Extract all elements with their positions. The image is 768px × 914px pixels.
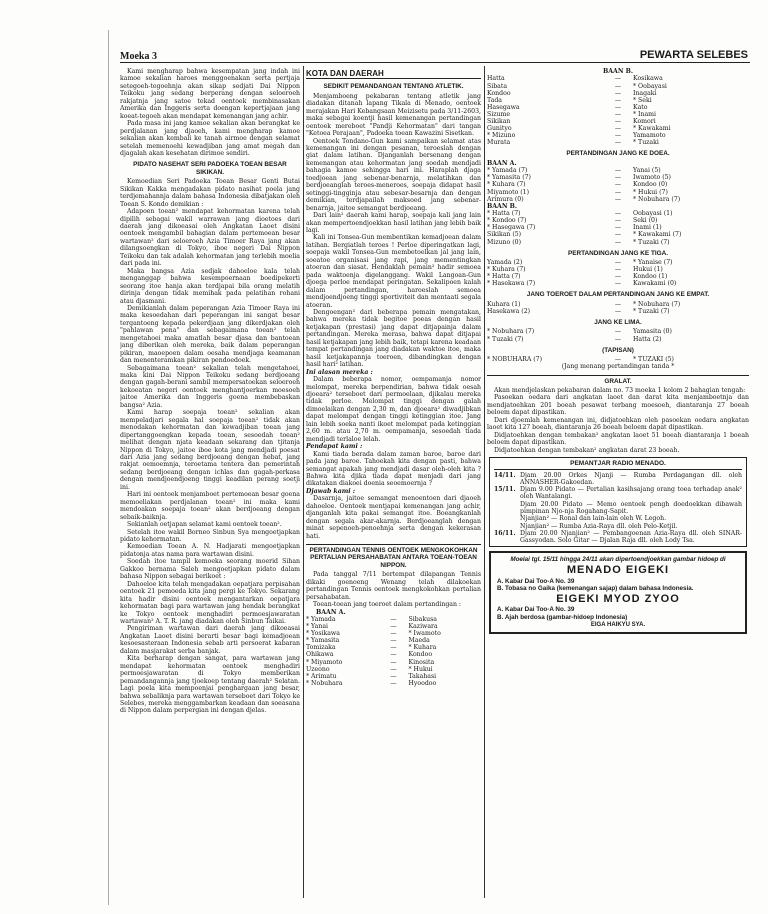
- tennis-roster: [306, 616, 481, 687]
- match-row: * Yanai — Kaziwara: [306, 623, 481, 630]
- player-left: Arimura (0): [487, 195, 524, 203]
- paragraph: Sebagaimana toean² sekalian telah mengetahoei, maka kini Dai Nippon Teikoku sedang berdjoeang dengan gagah-berani sambil mempersatoekan seloeroeh kekoeatan negeri oentoek menghantjoerkan moesoeh jaitoe Amerika dan Inggeris goena membebaskan bangsa² Azia.: [120, 364, 300, 409]
- player-right: * Tuzaki (7): [633, 238, 670, 246]
- player-right: Hyoodoo: [408, 679, 437, 687]
- match-row: * Yamasita — Maeda: [306, 637, 481, 644]
- match-row: Uzeono — * Hukui: [306, 666, 481, 673]
- paragraph: Didjatoehkan dengan tembakan² angkatan darat 23 boeah.: [494, 446, 680, 454]
- round-heading: JANG TOEROET DALAM PERTANDINGAN JANG KE EMPAT.: [526, 291, 710, 299]
- match-row: * Miyamoto — Kinosita: [306, 659, 481, 666]
- match-row: * Kondoo (7) — Seki (0): [487, 217, 749, 224]
- paragraph: Setelah itoe wakil Borneo Sinbun Sya mengoetjapkan pidato kehormatan.: [120, 528, 300, 543]
- match-list: [487, 259, 749, 287]
- match-row: * Kuhara (7) — Kondoo (0): [487, 181, 749, 188]
- cinema-name: EIGEKI MYOD ZYOO: [556, 592, 680, 605]
- match-row: * Yamada (7) — Yanai (5): [487, 167, 749, 174]
- radio-date: [494, 515, 520, 522]
- cinema-advertisement: [489, 551, 747, 634]
- player-right: Kawakami (0): [633, 280, 677, 288]
- team-label: BAAN A.: [316, 608, 346, 616]
- subheading: Djawab kami :: [306, 487, 356, 495]
- match-row: * Tuzaki (7) — Hatta (2): [487, 336, 749, 343]
- ad-item: A. Kabar Dai Too-A No. 39: [497, 606, 575, 614]
- final-match: * NOBUHARA (7) — * TUZAKI (5): [487, 356, 749, 363]
- intro-paragraphs: [120, 68, 300, 157]
- player-left: Mizuno (0): [487, 238, 522, 246]
- paragraph: Sekianlah oetjapan selamat kami oentoek toean².: [127, 521, 282, 529]
- paragraph: Menjamboeng pekabaran tentang atletik jang diadakan ditanah lapang Tikala di Menado, oentoek merajakan Hari Kebangsaan Meizisetu pada 3/11-2603, maka sebagai koentji hasil kemenangan pertandingan oentoek mereboet "Pandji Kehormatan" dari tangan "Ketoea Perajaan", Padoeka toean Kawazini Sisetkan.: [306, 92, 481, 138]
- paragraph: Hari ini oentoek menjamboet pertemoean besar goena memoeliakan perdjalanan toean² ini maka kami mendoakan soepaja toean² akan berdjoeang dengan sebaik-baiknja.: [120, 491, 300, 521]
- match-row: * Hatta (7) — Kondoo (1): [487, 273, 749, 280]
- radio-date: 15/11.: [494, 486, 516, 494]
- radio-date: [494, 501, 520, 516]
- subheading: Pendapat kami :: [306, 443, 363, 451]
- player-left: * Hasegawa (7): [487, 224, 536, 232]
- round-heading: PERTANDINGAN JANG KE TIGA.: [567, 249, 668, 257]
- article-body: [306, 571, 481, 608]
- paragraph: Demikianlah dalam peperangan Azia Timoer Raya ini maka kesoedahan dari peperangan ini sangat besar tergantoeng kepada pekerdjaan jang dikerdjakan oleh "pahlawan pena" dan sebagaimana toean² telah mengetahoei maka amatlah besar djasa dan bantoean jang diberikan oleh mereka, baik dalam peperangan pikiran, maoepoen dalam oesaha mendjaga keamanan dan menenteramkan pikiran pendoedoek.: [120, 304, 300, 365]
- player-right: Kato: [633, 103, 648, 111]
- player-left: * Tuzaki (7): [487, 335, 524, 343]
- player-right: * Nobuhara (7): [633, 300, 681, 308]
- article-body: [120, 178, 300, 715]
- player-right: Seki (0): [633, 217, 658, 225]
- ad-intro: Moelai tgl. 15/11 hingga 24/11 akan dipertoendjoekkan gambar hidoep di: [510, 556, 726, 564]
- round-heading: PERTANDINGAN JANG KE DOEA.: [566, 150, 670, 158]
- player-left: Gunityo: [487, 125, 512, 133]
- player-right: * Kawakami (7): [633, 231, 682, 239]
- player-right: Hatta (2): [633, 335, 662, 343]
- player-right: Kondoo (0): [633, 181, 668, 189]
- player-left: Sikikan: [487, 118, 511, 126]
- match-row: * Mizuno — Yamamoto: [487, 132, 749, 139]
- column-divider: [303, 66, 304, 898]
- radio-entry: [494, 523, 742, 530]
- article-body: [306, 495, 481, 540]
- paragraph: Dasarnja, jaitoe semangat menoentoen dari djaoeh dahoeloe. Oentoek mentjapai kemenangan jang achir, djanganlah kita pakai semangat itoe. Boeangkanlah dengan segala akar-akarnja. Berdjoeanglah dengan minat sepenoeh-penoehnja serta dengan kekerasan hati.: [306, 495, 481, 540]
- match-row: * Yamada — Sibakusa: [306, 616, 481, 623]
- team-label: BAAN B.: [487, 202, 518, 210]
- radio-program: Djam 9.00 Pidato — Pertalian kasihsajang orang toea terhadap anak² oleh Wantalangi.: [520, 486, 742, 501]
- radio-date: 16/11.: [494, 529, 516, 537]
- paragraph: Toean-toean jang toeroet dalam pertandingan :: [313, 601, 462, 609]
- player-left: * Yosikawa: [306, 630, 340, 638]
- cinema-name: MENADO EIGEKI: [566, 564, 670, 577]
- match-list: [487, 167, 749, 202]
- player-right: * Tuzaki (7): [633, 307, 670, 315]
- winner-note: (Jang menang pertandingan tanda *: [561, 363, 675, 371]
- player-right: Kosikawa: [633, 75, 663, 83]
- paragraph: Akan mendjelaskan pekabaran dalam no. 73 moeka 1 kolom 2 bahagian tengah:: [494, 386, 746, 394]
- round-heading: (TAPISAN): [602, 346, 634, 354]
- player-right: Takahasi: [408, 672, 437, 680]
- player-left: Tomizaka: [306, 644, 336, 652]
- article-title-atletik: SEDIKIT PEMANDANGAN TENTANG ATLETIK.: [323, 83, 464, 91]
- radio-entry: [494, 486, 742, 501]
- paragraph: Dari djoemlah kemenangan ini, didjatoehkan oleh pasoekan oedara angkatan laoet kita 127 boeah, diantaranja 26 boeah beloem dapat dipastikan.: [487, 416, 749, 432]
- article-title-pidato: PIDATO NASEHAT SERI PADOEKA TOEAN BESAR SIKIKAN.: [133, 161, 287, 176]
- paragraph: Kita berharap dengan sangat, para wartawan jang mendapat kehormatan oentoek menghadiri permoesjawaratan di Tokyo memberikan pemandangannja jang tjoekoep tentang daerah² Selatan. Lagi poela kita mempoenjai penghargaan jang besar, bahwa sebaliknja para wartawan tersebоet dari Tokyo ke Selebes, mereka menggambarkan keadaan dan soeasana di Nippon dalam perpergian ini dengan djelas.: [120, 655, 300, 715]
- match-row: * Yamasita (7) — Iwamoto (5): [487, 174, 749, 181]
- player-right: Kondoo: [408, 651, 433, 659]
- player-right: * Nobuhara (7): [633, 195, 681, 203]
- match-row: Murata — * Tuzaki: [487, 139, 749, 146]
- radio-title: PEMANTJAR RADIO MENADO.: [494, 460, 742, 469]
- player-right: Sibakusa: [408, 615, 437, 623]
- radio-program: Njanjian² — Ronal dan lain-lain oleh W. Legoh.: [520, 515, 667, 523]
- radio-program: Djam 20.00 Njanjian² — Pembangoenan Azia-Raya dll. oleh SINAR-Gassyodan. Solo Gitar — Djalan Raja dll. oleh Lody Tsa.: [520, 529, 742, 545]
- player-right: * Inami: [633, 110, 657, 118]
- match-row: * Yosikawa — * Iwamoto: [306, 630, 481, 637]
- paragraph: Kami tiada berada dalam zaman baroe, baroe dari pada jang baroe. Tahoekah kita dengan pasti, bahwa semangat apakah jang mendjadi dasar oleh-oleh kita ? Bahwa kita djika tiada dapat menjadi dari jang dikatakan diakoei doenia seoemoernja ?: [306, 450, 481, 488]
- player-left: * Nobuhara: [306, 679, 343, 687]
- player-right: * Kuhara: [408, 644, 437, 652]
- player-left: Uzeono: [306, 665, 330, 673]
- match-row: * Kuhara (7) — Hukui (1): [487, 266, 749, 273]
- player-left: * Yamada (7): [487, 167, 528, 175]
- player-right: Yamamoto: [633, 132, 666, 140]
- paragraph: Pasoekan oedara dari angkatan laoet dan darat kita menjamboetnja dan mendjatoehkan 201 boeah pesawat terbang moesoeh, diantaranja 27 boeah beloem dapat dipastikan.: [487, 394, 749, 417]
- player-left: * Yamasita (7): [487, 174, 531, 182]
- match-row: Tada — * Seki: [487, 97, 749, 104]
- radio-program: Djam 20.00 Orkes Njanji — Rumba Perdagangan dll. oleh ANNASHER-Gakoedan.: [520, 471, 742, 486]
- gralat-title: GRALAT.: [487, 375, 749, 385]
- radio-schedule: [494, 472, 742, 545]
- paragraph: Didjatoehkan dengan tembakan² angkatan laoet 51 boeah diantaranja 1 boeah beloem dapat dipastikan.: [487, 431, 749, 447]
- match-row: Kondoo — Inagaki: [487, 90, 749, 97]
- article-body: [306, 93, 481, 369]
- radio-program: Djam 20.00 Pidato — Memo oentoek pengh doedoekkan dibawah pimpinan Njo-nja Rogahang-Sapit.: [520, 500, 742, 515]
- team-label: BAAN A.: [487, 159, 517, 167]
- player-right: Yamasita (0): [633, 328, 672, 336]
- player-left: * Yanai: [306, 623, 329, 631]
- player-left: * Nobuhara (7): [487, 328, 535, 336]
- page-number: Moeka 3: [120, 51, 157, 62]
- match-row: Gunityo — * Kawakami: [487, 125, 749, 132]
- match-row: Sibata — * Oobayasi: [487, 83, 749, 90]
- player-right: * Kawakami: [633, 125, 671, 133]
- player-right: Maeda: [408, 637, 430, 645]
- player-right: Komori: [633, 118, 656, 126]
- player-left: Hasekawa (2): [487, 307, 531, 315]
- paragraph: Maka bangsa Azia sedjak dahoeloe kala telah menganggap bahwa kesempoernaan boedipekerti seorang itoe hanja akan terdjapai bila orang melatih dirinja dengan tidak memihak pada pelatihan rohani atau djasmani.: [120, 267, 300, 305]
- player-right: Oobayasi (1): [633, 210, 673, 218]
- player-right: Iwamoto (5): [633, 174, 671, 182]
- player-left: Sikikan (5): [487, 231, 522, 239]
- player-right: Yanai (5): [633, 167, 661, 175]
- team-label: BAAN B.: [602, 68, 634, 75]
- section-heading: KOTA DAN DAERAH: [306, 70, 481, 79]
- player-left: * Hatta (7): [487, 273, 521, 281]
- match-row: Miyamoto (1) — * Hukui (7): [487, 189, 749, 196]
- player-left: * Kondoo (7): [487, 217, 527, 225]
- gralat-body: [487, 387, 749, 454]
- radio-entry: [494, 530, 742, 545]
- player-left: Murata: [487, 139, 511, 147]
- paragraph: Soedah itoe tampil kemoeka seorang moerid Sihan Gakkoo bernama Saleh mengoetjapkan pidato dalam bahasa Nippon sebagai berikoet :: [120, 558, 300, 581]
- match-row: Sizume — * Inami: [487, 111, 749, 118]
- round-heading: JANG KE LIMA.: [594, 319, 642, 327]
- player-left: * Hatta (7): [487, 210, 521, 218]
- ad-footer: EIGA HAIKYU SYA.: [590, 621, 646, 628]
- player-left: Miyamoto (1): [487, 188, 530, 196]
- article-body: [306, 451, 481, 488]
- player-left: Sizume: [487, 110, 510, 118]
- player-left: Tada: [487, 96, 502, 104]
- paragraph: Oentoek Tondano-Gun kami sampaikan selamat atas kemenangan ini dengan pesanan, teroeslah dengan giat dalam latihan. Djanganlah bersenang dengan kemenangan atau kehormatan jang soedah mendjadi bahagia kamoe sehingga hari ini. Haraplah djaga toedjoean jang sebenar-benarnja, melatihkan dan berdjoeanglah teroes-meneroes, soepaja didapat hasil setinggi-tingginja atau sebesar-besarnja dan dengan demikian, terdjapailah maksoed jang sebenar-benarnja, jaitoe semangat berdjoeang.: [306, 137, 481, 212]
- match-row: Hasegawa — Kato: [487, 104, 749, 111]
- match-row: * Hasegawa (7) — Inami (1): [487, 224, 749, 231]
- match-row: Yamada (2) — * Yanaise (7): [487, 259, 749, 266]
- match-row: Sikikan — Komori: [487, 118, 749, 125]
- player-left: * Mizuno: [487, 132, 516, 140]
- player-right: * Yanaise (7): [633, 259, 673, 267]
- ad-item: B. Tobasa no Gaika (kemenangan sajap) dalam bahasa Indonesia.: [497, 585, 694, 593]
- paragraph: Dahoeloe kita telah mengadakan oepatjara perpisahan oentoek 21 pemoeda kita jang pergi ke Tokyo. Sekarang kita hadir disini oentoek mengantarkan oepatjara kehormatan bagi para wartawan jang hendak berangkat ke Tokyo oentoek menghadiri permoesjawaratan wartawan² A. T. R. jang diadakan oleh Sinbun Taikai.: [120, 580, 300, 625]
- player-right: * Oobayasi: [633, 82, 667, 90]
- paragraph: Pada masa ini jang kamoe sekalian akan berangkat ke perdjalanan jang djaoeh, kami mengharap kamoe sekalian akan kembali ke tanah airmoe dengan selamat setelah memenoehi kewadjiban jang amat megah dan djagalah akan kesehatan dirimoe sendiri.: [120, 120, 300, 157]
- match-row: * Hasekawa (7) — Kawakami (0): [487, 280, 749, 287]
- ad-item: A. Kabar Dai Too-A No. 39: [497, 577, 575, 585]
- match-row: Hatta — Kosikawa: [487, 75, 749, 82]
- match-row: * Nobuhara — Hyoodoo: [306, 680, 481, 687]
- match-row: Arimura (0) — * Nobuhara (7): [487, 196, 749, 203]
- column-2: [306, 68, 481, 898]
- player-left: * Kuhara (7): [487, 181, 526, 189]
- player-left: * Miyamoto: [306, 658, 343, 666]
- radio-entry: [494, 472, 742, 487]
- player-left: Hasegawa: [487, 103, 520, 111]
- article-title-tennis: PERTANDINGAN TENNIS OENTOEK MENGKOKOHKAN PERTALIAN PERSAHABATAN ANTARA TOEAN-TOEAN NIPPON.: [306, 544, 481, 569]
- player-left: Ohikawa: [306, 651, 334, 659]
- subheading: Ini alasan mereka :: [306, 368, 373, 376]
- player-left: * Yamada: [306, 615, 336, 623]
- player-right: Kaziwara: [408, 623, 438, 631]
- column-1: [120, 68, 300, 898]
- player-left: Kuhara (1): [487, 300, 521, 308]
- radio-entry: [494, 515, 742, 522]
- match-row: Hasekawa (2) — * Tuzaki (7): [487, 308, 749, 315]
- paragraph: Adapoen toean² mendapat kehormatan karena telah dipilih sebagai wakil warrawan jang dioetoes dari daerah jang dikoeasai oleh Angkatan Laoet disini oentoek mengambil bahagian dalam pertemoean besar wartawan² dari seloeroeh Azia Timoer Raya jang akan dilangsoengkan di Tokyo, iboe negeri Dai Nippon Teikoku dan tak adalah kehormatan jang terlebih moelia dari pada ini.: [120, 208, 300, 268]
- paragraph: Kali ini Tonsea-Gun membentikan kemadjoean dalam latihan. Bergiatlah teroes ! Perloe diperingatkan lagi, soepaja wakil Tonsea-Gun membetoelkan jal jang lain, soeatoe organisasi jang rapi, jang mementingkan atoeran dan siasat. Hendaklah pemain² hadir semoea pada waktoenja digelanggang. Wakil Langoan-Gun djoega perloe mendapat peringatan. Sekalipoen kalah dalam pertandingan, haroeslah semoea mendjoendjoeng tinggi sportiviteit dan mentaati segala atoeran.: [306, 234, 481, 309]
- paragraph: Dalam beberapa nomor, oempamanja nomor melompat, mereka berpendirian, bahwa tidak oesah djoeara² tersebоet dari permoelaan, djikalau mereka tidak perloe. Melompat tinggi dengan galah dimoelaikan dengan 2,30 m, dan djoeara² diwadjibkan dapat melompat dengan tinggi ketinggian itoe. Jang lain lebih soeka nanti ikoet melompat pada ketinggian 2,60 m. atau 2,70 m. oempamanja, sesoedah tiada mendjadi terlaloe lelah.: [306, 376, 481, 443]
- player-left: * Hasekawa (7): [487, 280, 536, 288]
- paragraph: Pengiriman wartawan dari daerah jang dikoeasai Angkatan Laoet disini berarti besar bagi kemadjoean kesoesasteraan Indonesia sebab arti persoerat kabaran dalam masjarakat serba banjak.: [120, 625, 300, 655]
- radio-schedule-box: [489, 457, 747, 547]
- player-right: Kondoo (1): [633, 273, 668, 281]
- radio-entry: [494, 501, 742, 516]
- match-list: [487, 75, 749, 146]
- paragraph: Kami harap soepaja toean² sekalian akan mempeladjari segala hal soepaja toean² tidak akan menodakan kehormatan dan kewadjiban toean jang dipertanggoengkan kepada toean, sesoedah toean² melihat dengan njata keadaan sekarang dan tjitanja Nippon di Tokyo, jaitoe iboe kota jang mendjadi poesat dari Azia jang sedang berdjoeang dengan hebat, jang rakjat oemoemnja, teroetama tentera dan pemerintah sedang berdjoeang dengan ichlas dan gagah-perkasa dengan mendjoendjoeng tinggi keadilan perang soetji ini.: [120, 409, 300, 491]
- match-row: * Hatta (7) — Oobayasi (1): [487, 210, 749, 217]
- player-right: * Hukui: [408, 665, 433, 673]
- match-list: [487, 301, 749, 315]
- match-row: Tomizaka — * Kuhara: [306, 644, 481, 651]
- final-runner-up: * TUZAKI (5): [633, 356, 674, 364]
- match-list: [487, 210, 749, 245]
- paragraph: Dengoengan² dari beberapa pemain mengatakan, bahwa mereka tidak begitoe poeas dengan hasil ketjakapan (prestasi) jang dapat ditjapainja dalam pertandingan. Mereka merasa, bahwa dapat ditjapai hasil ketjakapan jang lebih baik, tetapi karena keadaan tempat pertandingan jang diadakan waktoe itoe, maka hasil ketjakapannja toeroen, dibandingkan dengan hasil hari² latihan.: [306, 309, 481, 369]
- player-left: Sibata: [487, 82, 508, 90]
- match-row: * Arimatu — Takahasi: [306, 673, 481, 680]
- radio-date: [494, 523, 520, 530]
- match-row: Kuhara (1) — * Nobuhara (7): [487, 301, 749, 308]
- match-row: Mizuno (0) — * Tuzaki (7): [487, 239, 749, 246]
- article-body: [306, 376, 481, 443]
- match-row: Ohikawa — Kondoo: [306, 651, 481, 658]
- player-left: * Kuhara (7): [487, 266, 526, 274]
- player-right: Kinosita: [408, 658, 435, 666]
- header-rule: [120, 62, 750, 63]
- newspaper-name: PEWARTA SELEBES: [639, 49, 748, 61]
- player-right: Hukui (1): [633, 266, 663, 274]
- player-right: * Seki: [633, 96, 652, 104]
- paragraph: Kami mengharap bahwa kesempatan jang indah ini kamoe sekalian haroes menggoenakan serta pertjaja setegoeh-tegoehnja akan sikap sedjati Dai Nippon Teikoku jang sedang berperang dengan seloeroeh rakjatnja jang satoe tekad oentoek membinasakan Amerika dan Inggeris serta doengan kepertjajaan jang koeat-tegoeh akan mendapat kemenangan jang achir.: [120, 68, 300, 120]
- player-left: Hatta: [487, 75, 505, 83]
- match-row: * Nobuhara (7) — Yamasita (0): [487, 328, 749, 335]
- paragraph: Pada tanggal 7/11 bertempat dilapangan Tennis dikaki goenoeng Wenang telah dilakoekan pertandingan Tennis oentoek mengkokohkan pertalian persahabatan.: [306, 571, 481, 601]
- player-left: Yamada (2): [487, 259, 523, 267]
- match-row: Sikikan (5) — * Kawakami (7): [487, 231, 749, 238]
- column-3: [487, 68, 749, 898]
- player-right: * Hukui (7): [633, 188, 668, 196]
- player-right: Inami (1): [633, 224, 662, 232]
- player-left: Kondoo: [487, 89, 511, 97]
- player-left: * Yamasita: [306, 637, 340, 645]
- radio-date: 14/11.: [494, 471, 516, 479]
- radio-program: Njanjian² — Rumba Azia-Raya dll. oleh Pelo-Ketjil.: [520, 522, 678, 530]
- paragraph: Kemoedian Seri Padoeka Toean Besar Genti Butai Sikikan Kakka mengadakan pidato nasihat poela jang terdjemahannja dalam bahasa Indonesia dibatjakan oleh Toean S. Kondo demikian :: [120, 178, 300, 208]
- paragraph: Kemoedian Toean A. N. Hadjarati mengoetjapkan pidatonja atas nama para wartawan disini.: [120, 543, 300, 558]
- player-left: * Arimatu: [306, 672, 337, 680]
- paragraph: Dari lain² daerah kami harap, soepaja kali jang lain akan mempertoendjoekkan hasil latihan jang lebih baik lagi.: [306, 212, 481, 235]
- player-right: * Iwamoto: [408, 630, 441, 638]
- final-winner: * NOBUHARA (7): [487, 356, 543, 364]
- player-right: Inagaki: [633, 89, 657, 97]
- player-right: * Tuzaki: [633, 139, 659, 147]
- column-divider: [484, 66, 485, 898]
- ad-item: B. Ajah berdosa (gambar-hidoep Indonesia): [497, 614, 628, 622]
- match-list: [487, 328, 749, 342]
